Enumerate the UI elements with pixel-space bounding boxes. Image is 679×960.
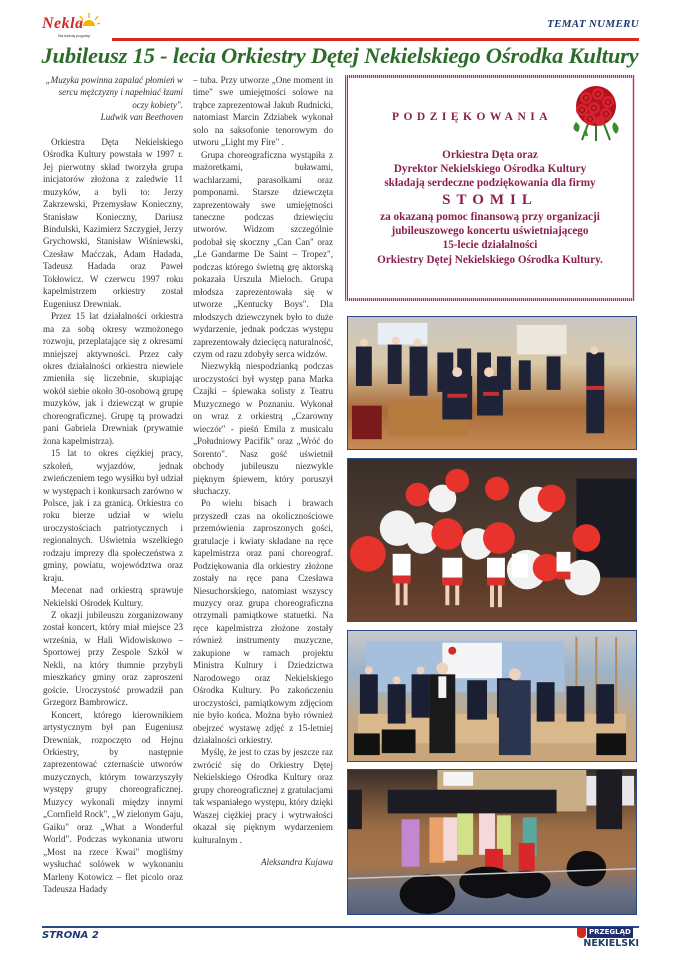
author-name: Aleksandra Kujawa (261, 857, 333, 868)
epigraph-author: Ludwik van Beethoven (100, 112, 183, 123)
photo-orchestra-image (348, 317, 636, 449)
page-number: STRONA 2 (42, 930, 99, 941)
paragraph: Koncert, którego kierownikiem artystycznym był pan Eugeniusz Drewniak, rozpoczęto od Hejnu Orkiestry, by następnie zaprezentować czternaście utworów muzycznych, którym towarzyszyły występy grupy choreograficznej. Muzycy wykonali między innymi „Cornfield Rock", „W zielonym Gaju, Gaiku" oraz „What a Wonderful World". Podczas wykonania utworu „Most na rzece Kwai" mogliśmy wysłuchać solówek w wykonaniu Marleny Kotowicz – flet picolo oraz Tadeusza Hadady (43, 709, 183, 894)
section-label: TEMAT NUMERU (547, 18, 639, 30)
paragraph: Mecenat nad orkiestrą sprawuje Nekielski Ośrodek Kultury. (43, 585, 183, 608)
header-divider (112, 38, 639, 41)
paragraph: Z okazji jubileuszu zorganizowany został koncert, który miał miejsce 23 września, w Hali Widowiskowo – Sportowej przy Zespole Szkół w Nekli, na który tłumnie przybyli mieszkańcy gminy oraz zaproszeni goście. Uroczystość prowadził pan Grzegorz Bambrowicz. (43, 610, 183, 708)
paragraph: 15 lat to okres ciężkiej pracy, szkoleń, wyjazdów, jednak zwieńczeniem tego wysiłku był udział w występach i konkursach zarówno w Polsce, jak i za granicą. Orkiestra co roku bierze udział w wielu uroczystościach patriotycznych i regionalnych. Uświetnia wszelkiego rodzaju imprezy dla społeczeństwa z gminy, powiatu, województwa oraz kraju. (43, 448, 183, 583)
article-title: Jubileusz 15 - lecia Orkiestry Dętej Nekielskiego Ośrodka Kultury (41, 43, 639, 68)
paragraph: Niezwykłą niespodzianką podczas uroczystości był występ pana Marka Czajki – śpiewaka solisty z Teatru Muzycznego w Poznaniu. Wykonał on wraz z orkiestrą „Czarowny wieczór" - pieśń Emila z musicalu „Południowy Pacifik" oraz „Wróć do Sorento". Nasz gość uświetnił obchody jubileuszu niezwykle pięknym śpiewem, który poruszył słuchaczy. (193, 361, 333, 496)
brand-bottom-text: NEKIELSKI (583, 938, 639, 949)
photo-dance-group (347, 769, 637, 915)
thanks-line: Orkiestra Dęta oraz (442, 149, 538, 161)
przeglad-nekielski-logo (577, 927, 639, 951)
thanks-content (348, 78, 632, 298)
paragraph: Po wielu bisach i brawach przyszedł czas na okolicznościowe przemówienia zaproszonych gości, gratulacje i kwiaty składane na ręce kapelmistrza oraz pani choreograf. Podziękowania dla orkiestry złożone zostały na ręce pana Czesława Niesuchorskiego, natomiast wszyscy muzycy oraz grupa choreograficzna otrzymali pamiątkowe statuetki. Na ręce kapelmistrza złożone zostały również instrumenty muzyczne, zakupione w ramach projektu Ministra Kultury i Dziedzictwa Narodowego oraz Nekielskiego Ośrodka Kultury. Po zakończeniu uroczystości, pamiątkowym zdjęciom nie było końca. Można było również obejrzeć wystawę zdjęć z 15-letniej działalności orkiestry. (193, 498, 333, 746)
photo-soloist-image (348, 631, 636, 761)
thanks-message (348, 148, 632, 267)
epigraph (43, 74, 183, 124)
thanks-line: 15-lecie działalności (442, 239, 538, 252)
paragraph: – tuba. Przy utworze „One moment in time" swe umiejętności solowe na trąbce zaprezentował Jakub Rudnicki, natomiast Marcin Zdziabek wykonał solo na saksofonie tenorowym do utworu „Light my Fire" . (193, 75, 333, 148)
thanks-heading: PODZIĘKOWANIA (391, 111, 553, 123)
thanks-box (345, 75, 635, 301)
paragraph: Myślę, że jest to czas by jeszcze raz zwrócić się do Orkiestry Dętej Nekielskiego Ośrodka Kultury oraz grupy choreograficznej z gratulacjami tak wspaniałego występu, który dzięki Waszej ciężkiej pracy i wytrwałości okazał się pięknym wydarzeniem kulturalnym . (193, 747, 333, 845)
photo-dance-image (348, 770, 636, 914)
paragraph: Orkiestra Dęta Nekielskiego Ośrodka Kultury powstała w 1997 r. Jej pierwotny skład tworzyła grupa inicjatorów złożona z zaledwie 11 muzyków, a byli to: Jerzy Zakrzewski, Przemysław Konieczny, Stanisław Konieczny, Dariusz Bindulski, Kazimierz Szczygieł, Jerzy Grychowski, Stanisław Wiśniewski, Czesław Maćczak, Adam Hadada, Tadeusz Hadada oraz Paweł Tokłowicz. W czerwcu 1997 roku kapelmistrzem orkiestry został Eugeniusz Drewniak. (43, 136, 183, 309)
photo-majorettes-image (348, 459, 636, 621)
page-header (0, 0, 679, 44)
article-column-1 (43, 74, 183, 895)
logo-tagline: Na każdą pogodę! (58, 33, 91, 38)
thanks-line: Orkiestry Dętej Nekielskiego Ośrodka Kultury. (377, 253, 603, 266)
paragraph: Przez 15 lat działalności orkiestra ma za sobą okresy wzmożonego rozwoju, przeplatające się z okresami mniejszej aktywności. Przez cały okres działalności orkiestra niewiele zmieniła się liczebnie, skupiając wokół siebie około 30-osobową grupę muzyków, jak i dziewcząt w grupie choreograficznej. Grupę tą prowadzi pani Gabriela Drewniak (prywatnie żona kapelmistrza). (43, 311, 183, 446)
epigraph-quote: „Muzyka powinna zapalać płomień w sercu mężczyzny i napełniać łzami oczy kobiety". (45, 75, 183, 110)
footer-divider (42, 926, 639, 928)
article-signature (193, 856, 333, 868)
thanks-line: składają serdeczne podziękowania dla firmy (384, 177, 596, 190)
article-column-2 (193, 74, 333, 869)
logo-wordmark: Nekla (42, 15, 84, 32)
thanks-line: jubileuszowego koncertu uświetniającego (391, 225, 589, 238)
photo-majorettes (347, 458, 637, 622)
paragraph: Grupa choreograficzna wystąpiła z mażoretkami, buławami, wachlarzami, parasolkami oraz pomponami. Starsze dziewczęta zaprezentowały swe umiejętności taneczne podczas dziewięciu utworów. Widzom szczególnie podobał się skoczny „Can Can" oraz „Le Gandarme De Saint – Tropez", podczas którego świetną grę aktorską pokazała Urszula Mieloch. Grupa młodsza zaprezentowała się w utworze „Kentucky Boys". Dla młodszych dziewczynek było to duże wydarzenie, jednak podczas występu zaprezentowały dziecięcą naturalność, czym od razu zdobyły serca widzów. (193, 149, 333, 359)
photo-orchestra-performing (347, 316, 637, 450)
coat-of-arms-icon (577, 928, 586, 938)
brand-top-text: PRZEGLĄD (589, 928, 631, 936)
thanks-line: za okazaną pomoc finansową przy organizacji (380, 211, 600, 224)
sponsor-company: STOMIL (442, 192, 538, 209)
thanks-line: Dyrektor Nekielskiego Ośrodka Kultury (393, 163, 587, 176)
photo-soloist (347, 630, 637, 762)
nekla-logo (42, 12, 110, 42)
